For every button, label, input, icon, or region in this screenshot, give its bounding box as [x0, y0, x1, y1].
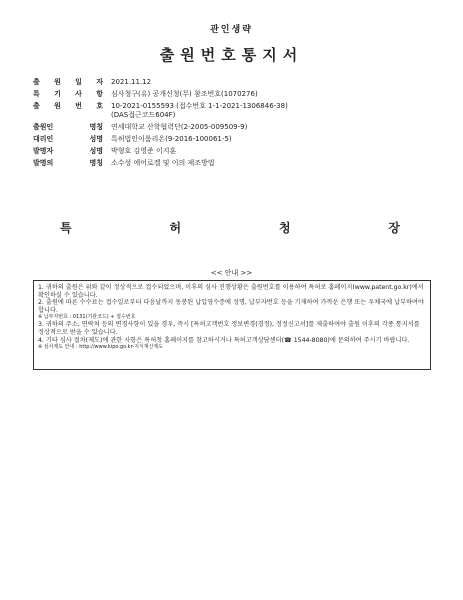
- field-value: 소수성 에어로겔 및 이의 제조방법: [111, 159, 215, 167]
- signature-char: 장: [388, 221, 400, 235]
- signature-char: 허: [169, 221, 182, 235]
- notice-note: ※ 납부자번호 : 0131(기관코드) + 접수번호: [38, 314, 136, 321]
- field-applicant-name: [33, 123, 433, 132]
- guide-title: << 안내 >>: [210, 269, 253, 277]
- field-value: 박형호 김영준 이지훈: [111, 147, 177, 155]
- field-invention-title: [33, 159, 433, 168]
- notice-item: 3. 귀하의 주소, 연락처 등의 변경사항이 있을 경우, 즉시 [특허고객번호 정보변경(경정), 정정신고서]를 제출하여야 출원 이후의 각종 통지서를 정상적으로 받을 수 있습니다.: [38, 321, 420, 336]
- field-application-number: [33, 102, 433, 120]
- field-inventor-names: [33, 147, 433, 156]
- notice-item: 4. 기타 심사 절차(제도)에 관한 사항은 특허청 홈페이지를 참고하시거나 특허고객상담센터(☎ 1544-8080)에 문의하여 주시기 바랍니다.: [38, 336, 410, 344]
- seal-omitted-label: 관인생략: [210, 25, 253, 35]
- signature-char: 청: [278, 221, 291, 235]
- field-special-notes: [33, 90, 433, 99]
- document-title: 출원번호통지서: [159, 46, 304, 64]
- application-fields: [33, 78, 433, 171]
- field-label: 대리인 성명: [33, 135, 103, 143]
- field-label: 출원인 명칭: [33, 123, 103, 131]
- field-value: 특허법인이룸리온(9-2016-100061-5): [111, 135, 232, 143]
- field-value: 심사청구(유) 공개신청(무) 참조번호(1070276): [111, 90, 258, 98]
- field-label: 특 기 사 항: [33, 90, 103, 98]
- field-value: 10-2021-0155593 (접수번호 1-1-2021-1306846-38) (DAS접근코드604F): [111, 102, 288, 119]
- notice-note: ※ 심사제도 안내 : http://www.kipo.go.kr-지식재산제도: [38, 344, 164, 351]
- field-label: 발명자 성명: [33, 147, 103, 155]
- notice-item: 2. 출원에 따른 수수료는 접수일로부터 다음날까지 동봉된 납입영수증에 성명, 납부자번호 등을 기재하여 가까운 은행 또는 우체국에 납부하여야 합니다.: [38, 299, 425, 314]
- field-agent-name: [33, 135, 433, 144]
- notice-item: 1. 귀하의 출원은 위와 같이 정상적으로 접수되었으며, 이후의 심사 진행상황은 출원번호를 이용하여 특허로 홈페이지(www.patent.go.kr)에서 확인하실 수 있습니다.: [38, 284, 424, 299]
- field-label: 출 원 번 호: [33, 102, 103, 110]
- field-value: 2021.11.12: [111, 78, 152, 86]
- notice-box: [33, 280, 431, 370]
- signature-char: 특: [60, 221, 72, 235]
- field-label: 출 원 일 자: [33, 78, 103, 86]
- field-filing-date: [33, 78, 433, 87]
- commissioner-signature: [60, 219, 400, 236]
- field-label: 발명의 명칭: [33, 159, 103, 167]
- field-value: 연세대학교 산학협력단(2-2005-009509-9): [111, 123, 248, 131]
